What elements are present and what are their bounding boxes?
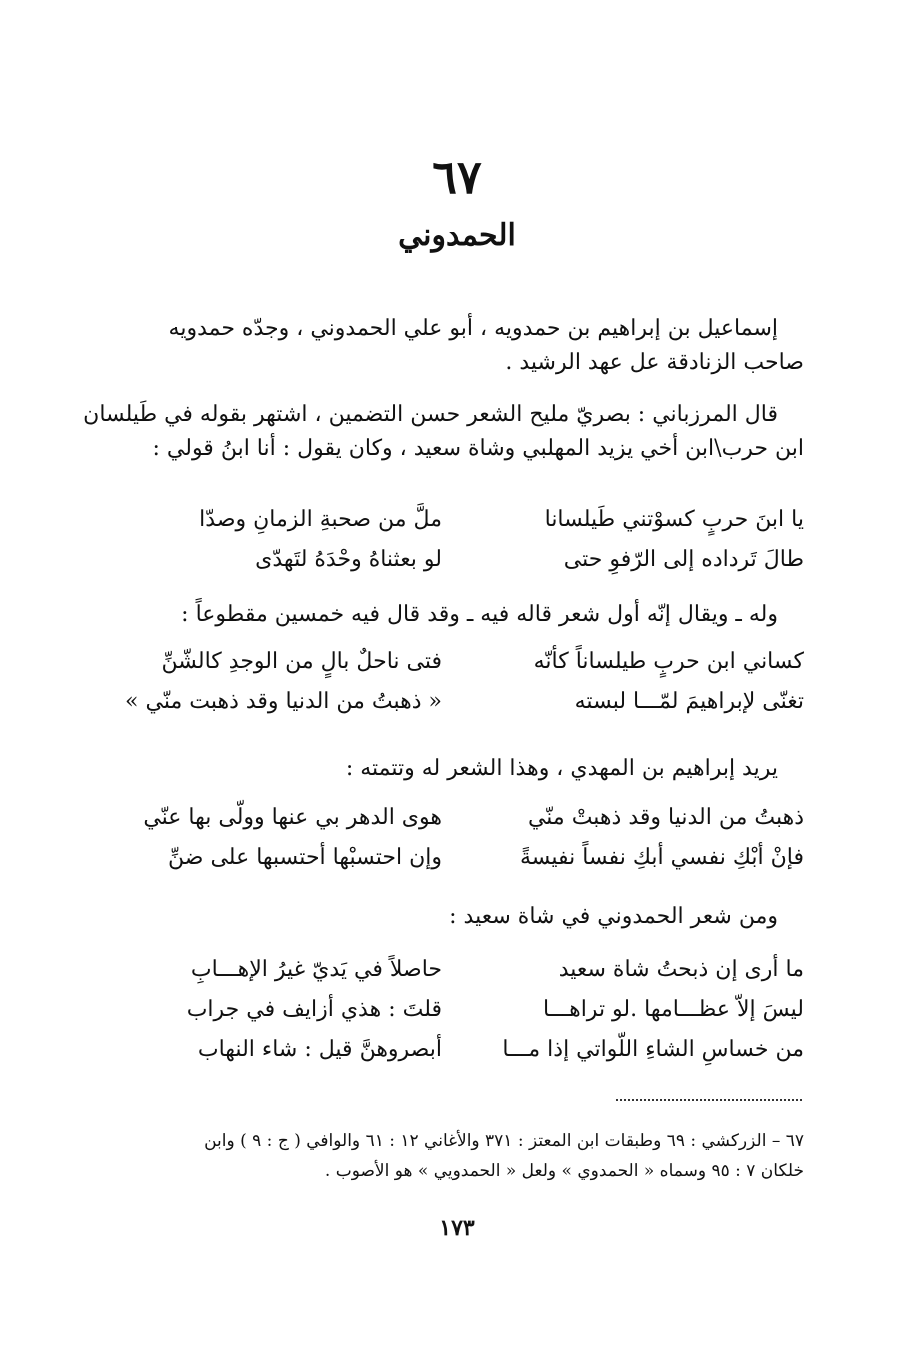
entry-number: ٦٧ — [432, 150, 482, 204]
paragraph-line: يريد إبراهيم بن المهدي ، وهذا الشعر له وتتمته : — [345, 756, 778, 781]
poem-1 — [112, 500, 804, 580]
footnote-divider — [616, 1099, 802, 1101]
hemistich: ذهبتُ من الدنيا وقد ذهبتْ منّي — [527, 805, 804, 830]
entry-title: الحمدوني — [398, 218, 516, 253]
verse — [112, 1030, 804, 1070]
paragraph-2 — [112, 598, 804, 632]
footnote-line: خلكان ٧ : ٩٥ وسماه « الحمدوي » ولعل « الحمدويي » هو الأصوب . — [324, 1161, 804, 1181]
paragraph-line: ابن حرب\ابن أخي يزيد المهلبي وشاة سعيد ، وكان يقول : أنا ابنُ قولي : — [152, 436, 804, 461]
verse — [112, 682, 804, 722]
hemistich: أبصروهنَّ قيل : شاء النهاب — [197, 1037, 442, 1062]
paragraph-line: ومن شعر الحمدوني في شاة سعيد : — [449, 904, 778, 929]
hemistich: ليسَ إلاّ عظـــامها .لو تراهـــا — [543, 997, 804, 1022]
hemistich: يا ابنَ حربٍ كسوْتني طَيلسانا — [544, 507, 804, 532]
hemistich: تغنّى لإبراهيمَ لمّـــا لبسته — [574, 689, 804, 714]
poem-4 — [112, 950, 804, 1070]
hemistich: وإن احتسبْها أحتسبها على ضنِّ — [168, 845, 442, 870]
hemistich: قلتَ : هذي أزايف في جراب — [186, 997, 442, 1022]
intro-line: صاحب الزنادقة عل عهد الرشيد . — [505, 350, 804, 375]
verse — [112, 838, 804, 878]
hemistich: فتى ناحلٌ بالٍ من الوجدِ كالشّنِّ — [161, 649, 442, 674]
hemistich: ملَّ من صحبةِ الزمانِ وصدّا — [199, 507, 442, 532]
intro-paragraph — [112, 312, 804, 380]
paragraph-line: قال المرزباني : بصريّ مليح الشعر حسن التضمين ، اشتهر بقوله في طَيلسان — [83, 402, 778, 427]
footnote — [112, 1126, 804, 1186]
intro-line: إسماعيل بن إبراهيم بن حمدويه ، أبو علي الحمدوني ، وجدّه حمدويه — [168, 316, 778, 341]
marzubani-paragraph — [83, 398, 804, 466]
verse — [112, 950, 804, 990]
hemistich: لو بعثناهُ وحْدَهُ لتَهدّى — [255, 547, 442, 572]
poem-2 — [112, 642, 804, 722]
paragraph-3 — [112, 752, 804, 786]
paragraph-4 — [112, 900, 804, 934]
hemistich: كساني ابن حربٍ طيلساناً كأنّه — [533, 649, 804, 674]
hemistich: هوى الدهر بي عنها وولّى بها عنّي — [143, 805, 442, 830]
verse — [112, 500, 804, 540]
page-number: ١٧٣ — [439, 1215, 475, 1241]
footnote-line: ٦٧ – الزركشي : ٦٩ وطبقات ابن المعتز : ٣٧١ والأغاني ١٢ : ٦١ والوافي ( ج : ٩ ) وابن — [204, 1131, 804, 1151]
verse — [112, 642, 804, 682]
hemistich: من خساسِ الشاءِ اللّواتي إذا مـــا — [502, 1037, 804, 1062]
hemistich: ما أرى إن ذبحتُ شاة سعيد — [558, 957, 804, 982]
paragraph-line: وله ـ ويقال إنّه أول شعر قاله فيه ـ وقد قال فيه خمسين مقطوعاً : — [181, 602, 778, 627]
verse — [112, 798, 804, 838]
verse — [112, 540, 804, 580]
poem-3 — [112, 798, 804, 878]
hemistich: طالَ تَرداده إلى الرّفوِ حتى — [563, 547, 804, 572]
verse — [112, 990, 804, 1030]
hemistich: حاصلاً في يَديّ غيرُ الإهـــابِ — [190, 957, 442, 982]
hemistich: « ذهبتُ من الدنيا وقد ذهبت منّي » — [125, 689, 442, 714]
hemistich: فإنْ أبْكِ نفسي أبكِ نفساً نفيسةً — [519, 845, 804, 870]
